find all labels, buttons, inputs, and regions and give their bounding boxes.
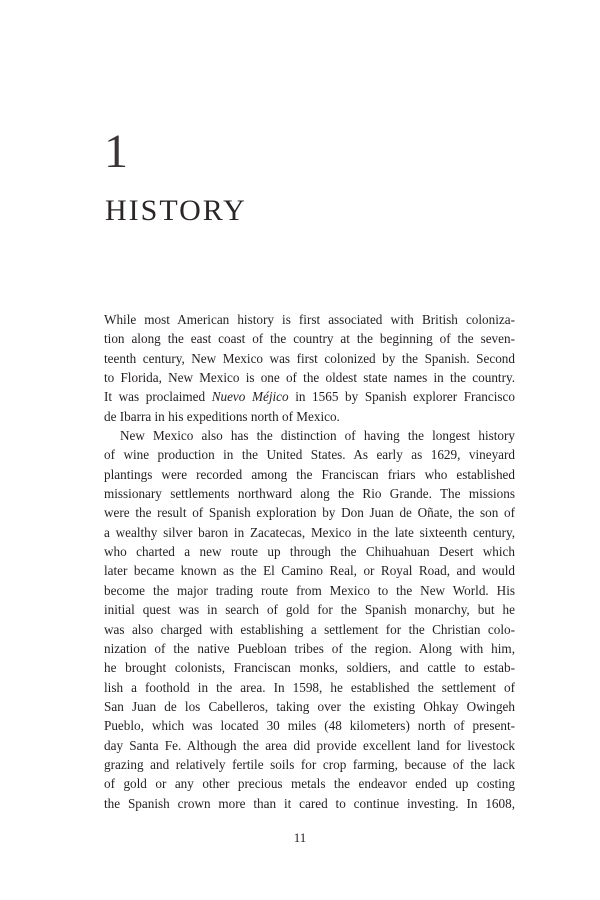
text-line: Pueblo, which was located 30 miles (48 kilometers) north of present- — [104, 718, 515, 734]
text-line: nization of the native Puebloan tribes of the region. Along with him, — [104, 640, 515, 656]
text-line: While most American history is first associated with British coloniza- — [104, 312, 515, 327]
chapter-title: HISTORY — [105, 194, 247, 227]
text-line: missionary settlements northward along the Rio Grande. The missions — [104, 486, 515, 502]
text-line: initial quest was in search of gold for the Spanish monarchy, but he — [104, 602, 515, 618]
text-line: to Florida, New Mexico is one of the oldest state names in the country. — [104, 370, 515, 386]
text-line: tion along the east coast of the country at the beginning of the seven- — [104, 331, 515, 347]
text-line: grazing and relatively fertile soils for crop farming, because of the lack — [104, 756, 515, 772]
text-line: of wine production in the United States. As early as 1629, vineyard — [104, 447, 515, 463]
text-line: become the major trading route from Mexico to the New World. His — [104, 582, 515, 598]
text-line: was also charged with establishing a settlement for the Christian colo- — [104, 621, 515, 637]
text-line: It was proclaimed Nuevo Méjico in 1565 by Spanish explorer Francisco — [104, 389, 515, 405]
text-line: later became known as the El Camino Real, or Royal Road, and would — [104, 563, 515, 579]
page-number: 11 — [293, 830, 307, 845]
chapter-number: 1 — [104, 125, 128, 178]
text-line: were the result of Spanish exploration by Don Juan de Oñate, the son of — [104, 505, 515, 521]
text-line: of gold or any other precious metals the endeavor ended up costing — [104, 776, 515, 792]
text-line: plantings were recorded among the Franciscan friars who established — [104, 466, 515, 482]
text-line: a wealthy silver baron in Zacatecas, Mexico in the late sixteenth century, — [104, 524, 515, 540]
text-line: he brought colonists, Franciscan monks, soldiers, and cattle to estab- — [104, 660, 515, 676]
text-line: San Juan de los Cabelleros, taking over the existing Ohkay Owingeh — [104, 698, 515, 714]
text-line: day Santa Fe. Although the area did provide excellent land for livestock — [104, 737, 515, 753]
body-text — [104, 310, 515, 813]
text-line: teenth century, New Mexico was first colonized by the Spanish. Second — [104, 350, 515, 366]
text-line: de Ibarra in his expeditions north of Mexico. — [104, 408, 340, 424]
text-line: who charted a new route up through the Chihuahuan Desert which — [104, 544, 515, 560]
text-line: lish a foothold in the area. In 1598, he established the settlement of — [104, 679, 515, 695]
text-line: the Spanish crown more than it cared to continue investing. In 1608, — [104, 795, 515, 811]
italic-title: Nuevo Méjico — [211, 389, 289, 405]
text-line: New Mexico also has the distinction of having the longest history — [120, 428, 515, 444]
